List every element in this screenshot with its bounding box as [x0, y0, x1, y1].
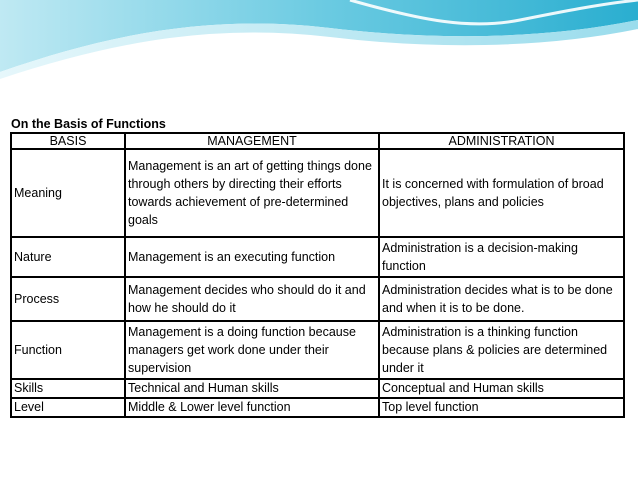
table-row: [11, 379, 624, 398]
administration-cell: It is concerned with formulation of broad objectives, plans and policies: [379, 149, 624, 237]
basis-cell: Meaning: [11, 149, 125, 237]
management-cell: Management is an executing function: [125, 237, 379, 277]
table-row: [11, 237, 624, 277]
basis-cell: Nature: [11, 237, 125, 277]
table-row: [11, 149, 624, 237]
administration-cell: Administration is a thinking function because plans & policies are determined under it: [379, 321, 624, 379]
table-row: [11, 398, 624, 417]
management-cell: Management is an art of getting things done through others by directing their efforts towards achievement of pre-determined goals: [125, 149, 379, 237]
administration-cell: Administration is a decision-making function: [379, 237, 624, 277]
table-row: [11, 321, 624, 379]
basis-cell: Skills: [11, 379, 125, 398]
header-swoosh-decoration: [0, 0, 638, 90]
basis-cell: Function: [11, 321, 125, 379]
administration-cell: Top level function: [379, 398, 624, 417]
administration-cell: Administration decides what is to be done and when it is to be done.: [379, 277, 624, 321]
table-row: [11, 277, 624, 321]
administration-cell: Conceptual and Human skills: [379, 379, 624, 398]
management-cell: Technical and Human skills: [125, 379, 379, 398]
header-basis: BASIS: [11, 133, 125, 149]
management-cell: Management decides who should do it and how he should do it: [125, 277, 379, 321]
table-caption: On the Basis of Functions: [11, 117, 166, 131]
table-header-row: [11, 133, 624, 149]
comparison-table: [10, 132, 625, 418]
header-administration: ADMINISTRATION: [379, 133, 624, 149]
basis-cell: Level: [11, 398, 125, 417]
management-cell: Middle & Lower level function: [125, 398, 379, 417]
management-cell: Management is a doing function because managers get work done under their supervision: [125, 321, 379, 379]
comparison-block: [10, 116, 624, 418]
basis-cell: Process: [11, 277, 125, 321]
header-management: MANAGEMENT: [125, 133, 379, 149]
